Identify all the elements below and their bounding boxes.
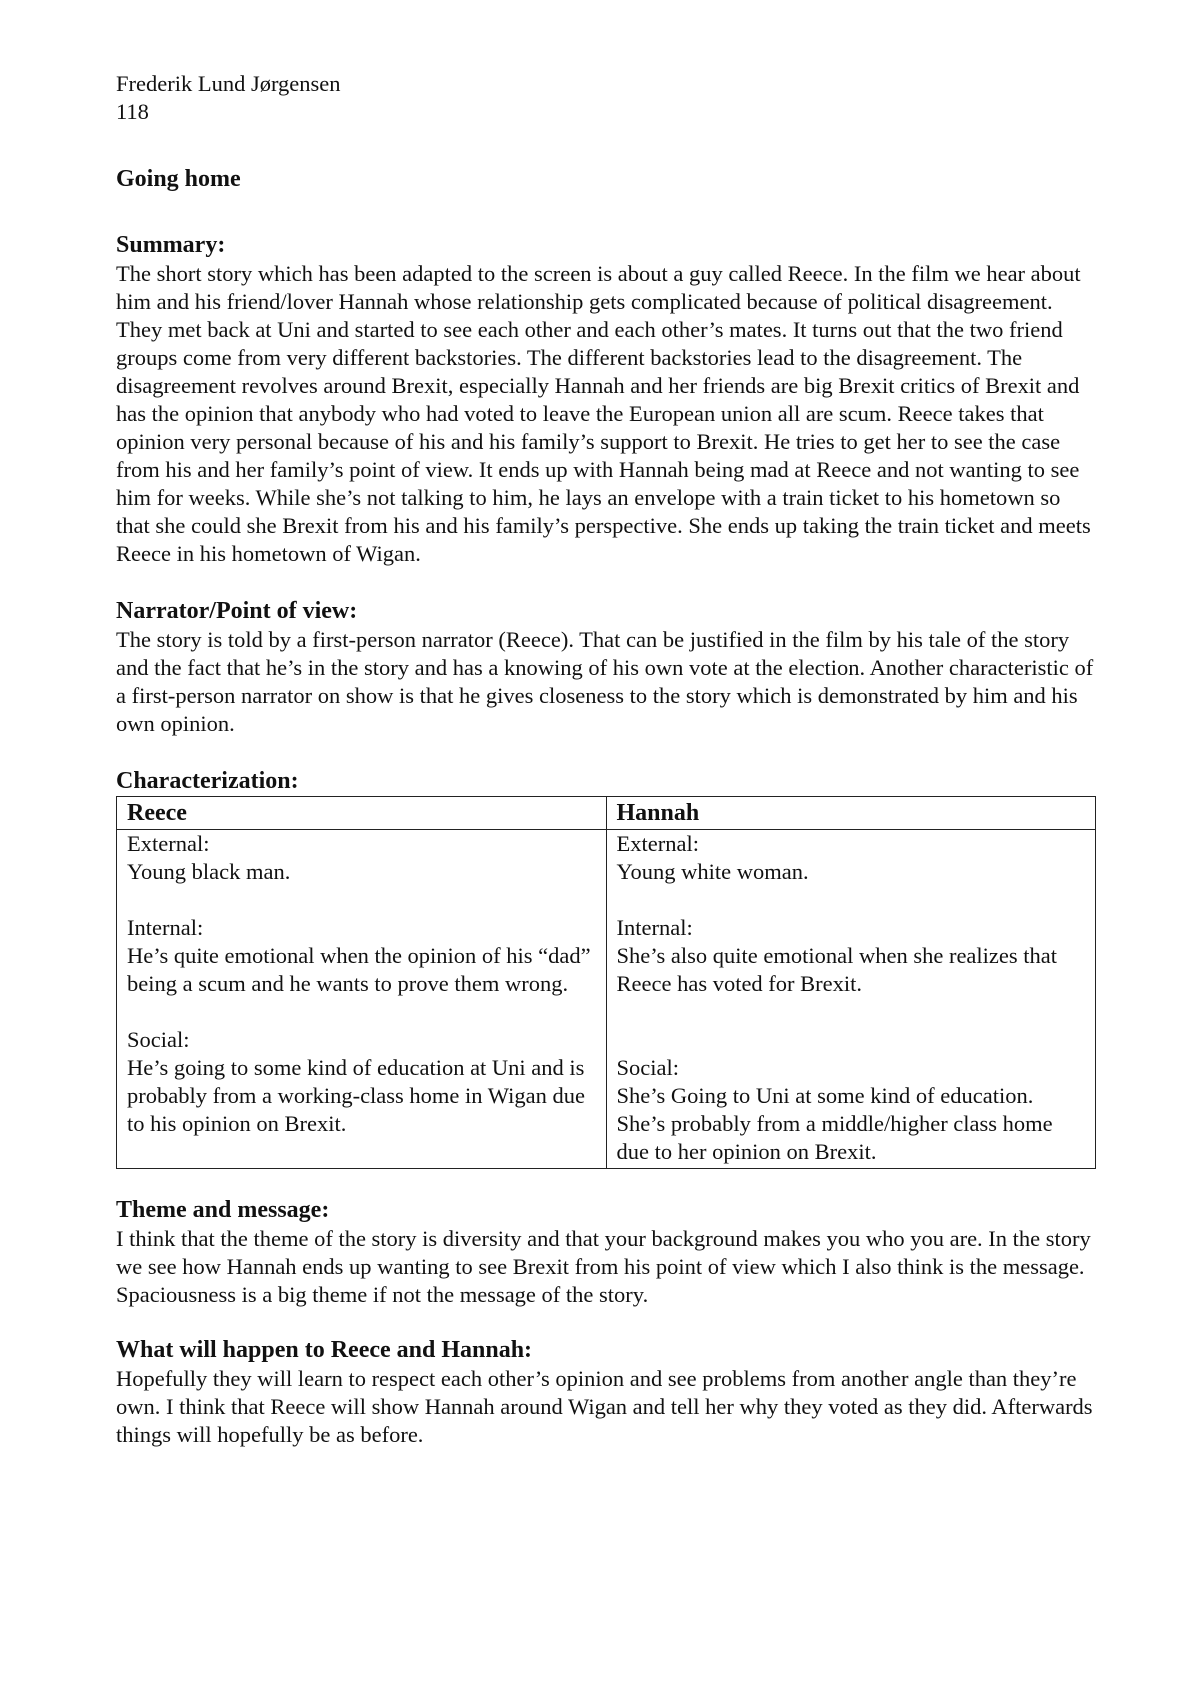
narrator-text: The story is told by a first-person narrator (Reece). That can be justified in the film by his tale of the story and the fact that he’s in the story and has a knowing of his own vote at the election. Another characteristic of a first-person narrator on show is that he gives closeness to the story which is demonstrated by him and his own opinion. [116, 627, 1094, 736]
summary-heading: Summary: [116, 232, 226, 258]
student-number: 118 [116, 99, 149, 124]
characterization-table [116, 796, 1096, 1169]
reece-external-text: Young black man. [127, 859, 291, 884]
author-name: Frederik Lund Jørgensen [116, 71, 341, 96]
reece-internal-label: Internal: [127, 915, 204, 940]
hannah-social-label: Social: [616, 1055, 679, 1080]
future-heading: What will happen to Reece and Hannah: [116, 1337, 533, 1363]
hannah-social-text: She’s Going to Uni at some kind of education. She’s probably from a middle/higher class home due to her opinion on Brexit. [616, 1083, 1053, 1164]
reece-internal-text: He’s quite emotional when the opinion of his “dad” being a scum and he wants to prove them wrong. [127, 943, 591, 996]
summary-text: The short story which has been adapted to the screen is about a guy called Reece. In the film we hear about him and his friend/lover Hannah whose relationship gets complicated because of political disagreement. They met back at Uni and started to see each other and each other’s mates. It turns out that the two friend groups come from very different backstories. The different backstories lead to the disagreement. The disagreement revolves around Brexit, especially Hannah and her friends are big Brexit critics of Brexit and has the opinion that anybody who had voted to leave the European union all are scum. Reece takes that opinion very personal because of his and his family’s support to Brexit. He tries to get her to see the case from his and her family’s point of view. It ends up with Hannah being mad at Reece and not wanting to see him for weeks. While she’s not talking to him, he lays an envelope with a train ticket to his hometown so that she could she Brexit from his and his family’s perspective. She ends up taking the train ticket and meets Reece in his hometown of Wigan. [116, 261, 1091, 566]
hannah-internal-label: Internal: [616, 915, 693, 940]
document-page [116, 70, 1096, 1449]
theme-heading: Theme and message: [116, 1197, 330, 1223]
future-text: Hopefully they will learn to respect each other’s opinion and see problems from another angle than they’re own. I think that Reece will show Hannah around Wigan and tell her why they voted as they did. Afterwards things will hopefully be as before. [116, 1366, 1093, 1447]
hannah-external-text: Young white woman. [616, 859, 809, 884]
table-header-row [117, 797, 1096, 830]
reece-cell [117, 830, 607, 1169]
reece-external-label: External: [127, 831, 210, 856]
table-row [117, 830, 1096, 1169]
column-header-reece: Reece [117, 797, 607, 830]
document-title: Going home [116, 166, 241, 192]
column-header-hannah: Hannah [606, 797, 1096, 830]
hannah-cell [606, 830, 1096, 1169]
hannah-external-label: External: [616, 831, 699, 856]
hannah-internal-text: She’s also quite emotional when she realizes that Reece has voted for Brexit. [616, 943, 1058, 996]
reece-social-label: Social: [127, 1027, 190, 1052]
characterization-heading: Characterization: [116, 768, 299, 794]
reece-social-text: He’s going to some kind of education at Uni and is probably from a working-class home in Wigan due to his opinion on Brexit. [127, 1055, 585, 1136]
narrator-heading: Narrator/Point of view: [116, 598, 358, 624]
theme-text: I think that the theme of the story is diversity and that your background makes you who you are. In the story we see how Hannah ends up wanting to see Brexit from his point of view which I also think is the message. Spaciousness is a big theme if not the message of the story. [116, 1226, 1091, 1307]
